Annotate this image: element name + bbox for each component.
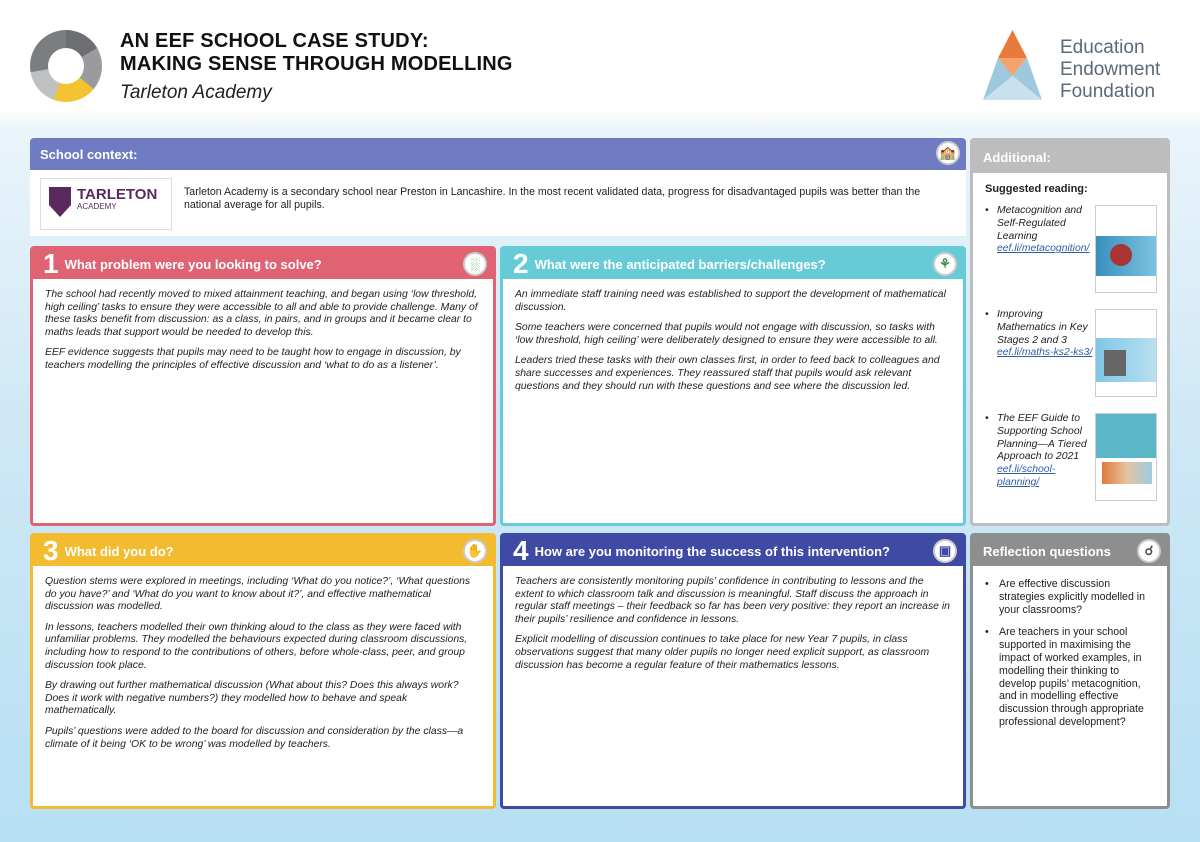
school-context-header bbox=[30, 138, 966, 170]
panel-problem-header bbox=[33, 249, 493, 279]
panel-actions-header bbox=[33, 536, 493, 566]
report-cover-image bbox=[1095, 309, 1157, 397]
reflection-header bbox=[973, 536, 1167, 566]
school-context-body bbox=[30, 170, 966, 236]
panel-monitoring-header bbox=[503, 536, 963, 566]
reading-item: • The EEF Guide to Supporting School Planning—A Tiered Approach to 2021 eef.li/school-planning/ bbox=[985, 413, 1095, 490]
eef-wordmark-line3: Foundation bbox=[1060, 81, 1156, 102]
paragraph: EEF evidence suggests that pupils may need to be taught how to engage in discussion, by teachers modelling the principles of effective discussion and ‘what to do as a listener’. bbox=[45, 347, 461, 371]
eef-wordmark bbox=[1060, 37, 1160, 103]
page-title-line2: MAKING SENSE THROUGH MODELLING bbox=[120, 53, 513, 75]
tarleton-logo-word: TARLETON bbox=[77, 186, 158, 203]
reflection-panel bbox=[970, 533, 1170, 809]
paragraph: An immediate staff training need was established to support the development of mathematical discussion. bbox=[515, 289, 946, 313]
panel-heading: What problem were you looking to solve? bbox=[64, 256, 322, 272]
reading-link[interactable]: eef.li/metacognition/ bbox=[997, 243, 1090, 255]
report-cover-image bbox=[1095, 205, 1157, 293]
magnifier-icon: ☌ bbox=[1137, 539, 1161, 563]
plant-icon: ⚘ bbox=[933, 252, 957, 276]
panel-number: 1 bbox=[43, 248, 59, 279]
reflection-question: • Are effective discussion strategies explicitly modelled in your classrooms? bbox=[985, 578, 1157, 616]
additional-panel bbox=[970, 138, 1170, 526]
school-context-heading: School context: bbox=[40, 146, 138, 162]
paragraph: Leaders tried these tasks with their own classes first, in order to feed back to colleagues and share successes and experiences. They reassured staff that pupils would ask relevant questions and they should run with these questions and see where the discussion led. bbox=[515, 355, 940, 392]
reading-item: • Improving Mathematics in Key Stages 2 and 3 eef.li/maths-ks2-ks3/ bbox=[985, 309, 1095, 360]
tarleton-shield-icon bbox=[49, 187, 71, 217]
suggested-reading-heading: Suggested reading: bbox=[985, 183, 1088, 195]
panel-barriers-header bbox=[503, 249, 963, 279]
reflection-questions-list bbox=[985, 578, 1157, 739]
panel-problem-body bbox=[45, 289, 481, 381]
reflection-question: • Are teachers in your school supported in maximising the impact of worked examples, in modelling their thinking to develop pupils’ metacognition, and in modelling effective discussion through appropriate professional development? bbox=[985, 626, 1157, 728]
hand-icon: ✋ bbox=[463, 539, 487, 563]
panel-barriers-body bbox=[515, 289, 951, 401]
panel-barriers bbox=[500, 246, 966, 526]
paragraph: The school had recently moved to mixed attainment teaching, and began using ‘low threshold, high ceiling’ tasks to ensure they were accessible to all and able to provide challenge. Many of these tasks benefit from discussion: as a class, in pairs, and in groups and it became clear to maths leads that support would be needed to develop this. bbox=[45, 289, 478, 338]
monitor-icon: ▣ bbox=[933, 539, 957, 563]
eef-wordmark-line2: Endowment bbox=[1060, 59, 1161, 80]
paragraph: Question stems were explored in meetings, including ‘What do you notice?’, ‘What questions do you have?’ and ‘What do you want to know about it?’, and effective mathematical discussion was modelled. bbox=[45, 576, 471, 613]
additional-heading: Additional: bbox=[983, 149, 1051, 165]
reading-title: Metacognition and Self-Regulated Learning bbox=[997, 205, 1082, 242]
panel-actions bbox=[30, 533, 496, 809]
reflection-heading: Reflection questions bbox=[983, 543, 1111, 559]
panel-number: 4 bbox=[513, 535, 529, 566]
report-cover-image bbox=[1095, 413, 1157, 501]
page-title-line1: AN EEF SCHOOL CASE STUDY: bbox=[120, 30, 429, 52]
panel-monitoring bbox=[500, 533, 966, 809]
school-building-icon: 🏫 bbox=[936, 141, 960, 165]
bar-chart-icon: ░ bbox=[463, 252, 487, 276]
paragraph: In lessons, teachers modelled their own thinking aloud to the class as they were faced with unfamiliar problems. They modelled the behaviours expected during classroom discussions, including how to respond to the contributions of others, before whole-class, peer, and group discussion took place. bbox=[45, 621, 468, 671]
additional-header bbox=[973, 141, 1167, 173]
panel-heading: How are you monitoring the success of this intervention? bbox=[534, 543, 890, 559]
panel-monitoring-body bbox=[515, 576, 951, 680]
panel-actions-body bbox=[45, 576, 481, 759]
paragraph: Some teachers were concerned that pupils would not engage with discussion, so tasks with ‘low threshold, high ceiling’ were deliberately designed to ensure they were accessible to all. bbox=[515, 322, 938, 346]
reading-item: • Metacognition and Self-Regulated Learning eef.li/metacognition/ bbox=[985, 205, 1095, 256]
panel-heading: What were the anticipated barriers/challenges? bbox=[534, 256, 826, 272]
reading-link[interactable]: eef.li/school-planning/ bbox=[997, 464, 1056, 488]
paragraph: Pupils’ questions were added to the board for discussion and consideration by the class—a climate of it being ‘OK to be wrong’ was modelled by teachers. bbox=[45, 725, 464, 750]
eef-logo-icon bbox=[975, 28, 1050, 103]
school-subtitle: Tarleton Academy bbox=[120, 82, 272, 103]
panel-problem bbox=[30, 246, 496, 526]
reading-title: The EEF Guide to Supporting School Planning—A Tiered Approach to 2021 bbox=[997, 413, 1087, 463]
reading-link[interactable]: eef.li/maths-ks2-ks3/ bbox=[997, 347, 1093, 359]
panel-heading: What did you do? bbox=[64, 543, 174, 559]
tarleton-logo-sub: ACADEMY bbox=[77, 202, 117, 211]
school-context-text: Tarleton Academy is a secondary school near Preston in Lancashire. In the most recent validated data, progress for disadvantaged pupils was better than the national average for all pupils. bbox=[184, 186, 921, 211]
paragraph: Explicit modelling of discussion continues to take place for new Year 7 pupils, in class observations suggest that many older pupils no longer need explicit support, as classroom discussion has become a regular feature of their mathematics lessons. bbox=[515, 634, 930, 671]
panel-number: 3 bbox=[43, 535, 59, 566]
eef-wordmark-line1: Education bbox=[1060, 37, 1145, 58]
paragraph: Teachers are consistently monitoring pupils’ confidence in contributing to lessons and the extent to which classroom talk and discussion is meaningful. Staff discuss the approach in regular staff meetings – their feedback so far has been very positive: they report an increase in their pupils’ resilience and confidence in lessons. bbox=[515, 576, 950, 625]
reading-title: Improving Mathematics in Key Stages 2 and 3 bbox=[997, 309, 1088, 346]
panel-number: 2 bbox=[513, 248, 529, 279]
tarleton-academy-logo bbox=[40, 178, 172, 230]
case-study-badge-logo bbox=[30, 30, 102, 102]
school-context-panel bbox=[30, 138, 966, 236]
paragraph: By drawing out further mathematical discussion (What about this? Does this always work? Does it work with negative numbers?) they modelled how to behave and speak mathematically. bbox=[45, 680, 459, 717]
